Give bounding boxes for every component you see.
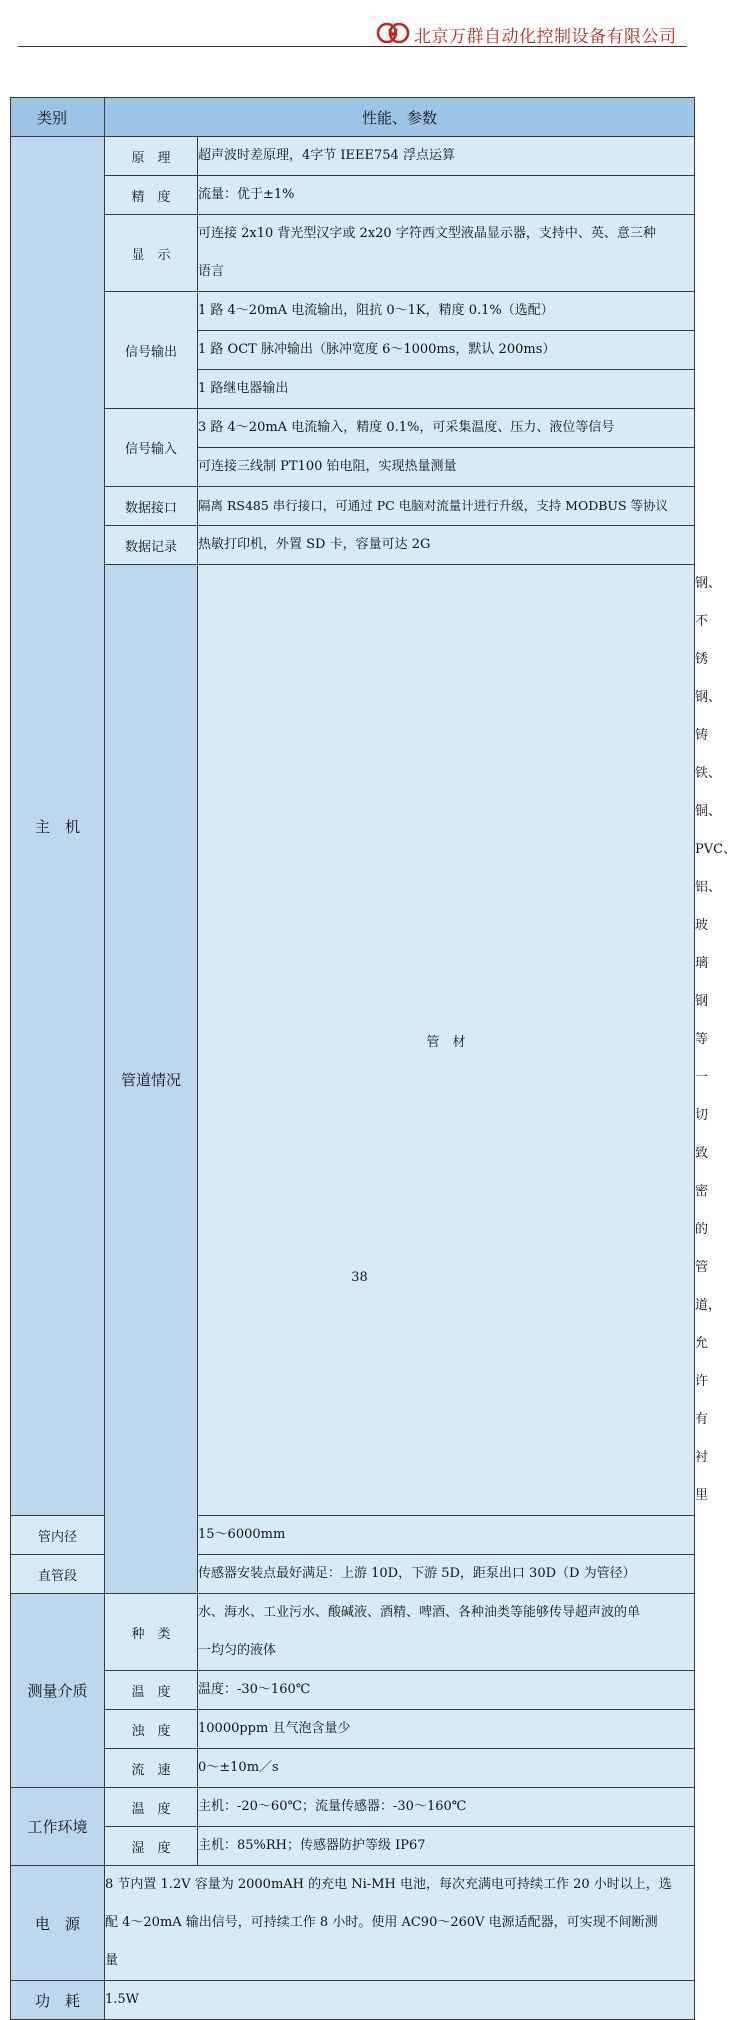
sub-env-temp: 温 度: [105, 1788, 198, 1827]
value-output-3: 1 路继电器输出: [198, 370, 695, 409]
sub-material: 管 材: [198, 565, 695, 1516]
value-input-1: 3 路 4～20mA 电流输入，精度 0.1%，可采集温度、压力、液位等信号: [198, 409, 695, 448]
table-row: [11, 1827, 695, 1866]
table-row: [11, 1749, 695, 1788]
table-row: [11, 292, 695, 331]
sub-velocity: 流 速: [105, 1749, 198, 1788]
value-record: 热敏打印机，外置 SD 卡，容量可达 2G: [198, 526, 695, 565]
page-number: 38: [351, 1270, 368, 1285]
table-row: [11, 137, 695, 176]
category-host: [11, 137, 105, 1516]
table-row: [11, 487, 695, 526]
value-output-1: 1 路 4～20mA 电流输出，阻抗 0～1K，精度 0.1%（选配）: [198, 292, 695, 331]
header-category: 类别: [11, 98, 105, 137]
table-row: [11, 1594, 695, 1671]
page-header: [0, 0, 719, 50]
value-kind-line1: 水、海水、工业污水、酸碱液、酒精、啤酒、各种油类等能够传导超声波的单: [198, 1605, 641, 1620]
value-display-line1: 可连接 2x10 背光型汉字或 2x20 字符西文型液晶显示器，支持中、英、意三种: [198, 226, 656, 241]
table-row: [11, 1866, 695, 1981]
sub-humidity: 湿 度: [105, 1827, 198, 1866]
header-rule: [18, 46, 687, 47]
value-accuracy: 流量：优于±1%: [198, 176, 695, 215]
table-row: 管道情况 管 材 钢、不锈钢、铸铁、铜、PVC、铝、玻璃钢等一切致密的管道，允许有衬里: [11, 565, 695, 1516]
value-display: [198, 215, 695, 292]
value-humidity: 主机：85%RH；传感器防护等级 IP67: [198, 1827, 695, 1866]
table-row: [11, 1788, 695, 1827]
value-input-2: 可连接三线制 PT100 铂电阻，实现热量测量: [198, 448, 695, 487]
table-row: [11, 215, 695, 292]
value-straight: 传感器安装点最好满足：上游 10D，下游 5D，距泵出口 30D（D 为管径）: [198, 1555, 695, 1594]
value-kind-line2: 一均匀的液体: [198, 1643, 277, 1658]
table-row: [11, 1710, 695, 1749]
sub-kind: 种 类: [105, 1594, 198, 1671]
value-velocity: 0～±10m／s: [198, 1749, 695, 1788]
value-principle: 超声波时差原理，4字节 IEEE754 浮点运算: [198, 137, 695, 176]
sub-medium-temp: 温 度: [105, 1671, 198, 1710]
value-medium-temp: 温度：-30～160℃: [198, 1671, 695, 1710]
category-env: 工作环境: [11, 1788, 105, 1866]
sub-display: 显 示: [105, 215, 198, 292]
table-row: [11, 1981, 695, 2020]
company-logo-icon: [376, 20, 410, 46]
value-kind: [198, 1594, 695, 1671]
value-display-line2: 语言: [198, 264, 225, 279]
sub-interface: 数据接口: [105, 487, 198, 526]
value-diameter: 15～6000mm: [198, 1516, 695, 1555]
value-turbidity: 10000ppm 且气泡含量少: [198, 1710, 695, 1749]
sub-input: 信号输入: [105, 409, 198, 487]
company-name: 北京万群自动化控制设备有限公司: [414, 27, 677, 47]
category-power: 电 源: [11, 1866, 105, 1981]
table-row: [11, 526, 695, 565]
value-consumption: 1.5W: [105, 1981, 695, 2020]
sub-diameter: 管内径: [11, 1516, 105, 1555]
value-power-line3: 量: [105, 1953, 119, 1968]
spec-table: [10, 97, 736, 2020]
value-output-2: 1 路 OCT 脉冲输出（脉冲宽度 6～1000ms，默认 200ms）: [198, 331, 695, 370]
category-host-label: 主 机: [34, 817, 80, 836]
category-medium: 测量介质: [11, 1594, 105, 1788]
sub-output: 信号输出: [105, 292, 198, 409]
value-env-temp: 主机：-20～60℃；流量传感器：-30～160℃: [198, 1788, 695, 1827]
value-power: [105, 1866, 695, 1981]
table-row: [11, 409, 695, 448]
sub-turbidity: 浊 度: [105, 1710, 198, 1749]
table-row: [11, 1671, 695, 1710]
sub-straight: 直管段: [11, 1555, 105, 1594]
table-header-row: [11, 98, 695, 137]
value-interface: 隔离 RS485 串行接口，可通过 PC 电脑对流量计进行升级，支持 MODBUS 等协议: [198, 487, 695, 526]
value-power-line1: 8 节内置 1.2V 容量为 2000mAH 的充电 Ni-MH 电池，每次充满电可持续工作 20 小时以上，选: [105, 1877, 672, 1892]
table-row: [11, 176, 695, 215]
sub-principle: 原 理: [105, 137, 198, 176]
sub-accuracy: 精 度: [105, 176, 198, 215]
category-consumption: 功 耗: [11, 1981, 105, 2020]
header-params: 性能、参数: [105, 98, 695, 137]
value-power-line2: 配 4～20mA 输出信号，可持续工作 8 小时。使用 AC90～260V 电源适配器，可实现不间断测: [105, 1915, 658, 1930]
category-pipe: 管道情况: [105, 565, 198, 1594]
sub-record: 数据记录: [105, 526, 198, 565]
